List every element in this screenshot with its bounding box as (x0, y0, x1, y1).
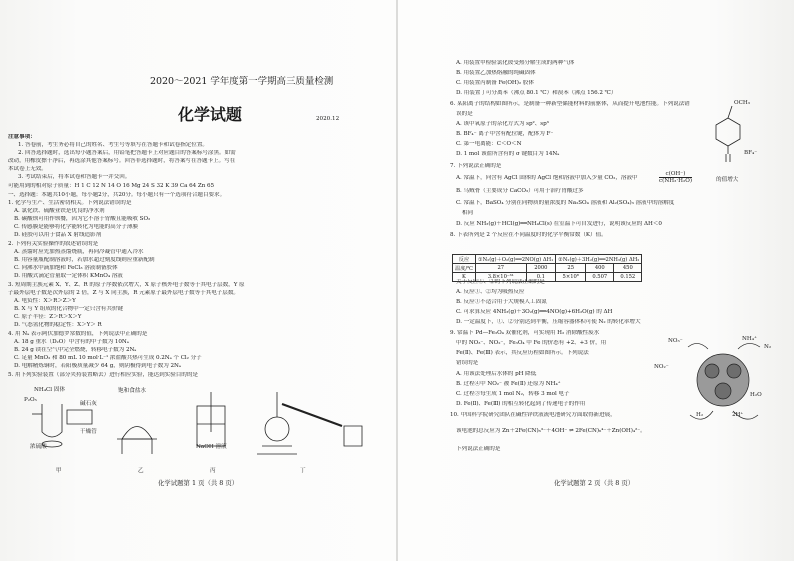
table-row (453, 264, 642, 273)
option-line: C. 用装置丙制备 Fe(OH)₂ 胶体 (456, 80, 534, 86)
question-line: 下列说法正确的是 (456, 446, 501, 452)
table-cell: 0.1 (526, 273, 556, 282)
option-line: B. 用装置乙加热熔融的纯碱固体 (456, 70, 536, 76)
apparatus-label: NaOH 溶液 (196, 444, 227, 450)
table-cell: 0.507 (586, 273, 614, 282)
note-line: 1. 答卷前，考生务必将自己的姓名、考生号等填写在答题卡和试卷指定位置。 (18, 142, 208, 148)
section-heading: 一、选择题：本题共10小题，每小题2分，共20分。每小题只有一个选项符合题目要求。 (8, 192, 226, 198)
note-line: 改动，用橡皮擦干净后，再选涂其他答案标号。回答非选择题时，将答案写在答题卡上。写在 (8, 158, 236, 164)
question-line: 5. 用下列实验装置（部分夹持装置略去）进行相应实验，能达到实验目的的是 (8, 372, 198, 378)
table-cell: 温度/℃ (453, 264, 476, 273)
question-line: 关于反应①、②的下列说法正确的是 (456, 279, 545, 285)
apparatus-figure (22, 384, 382, 464)
option-line: A. 用该法处理后水体的 pH 降低 (456, 371, 537, 377)
page-title: 化学试题 (178, 106, 242, 124)
apparatus-label: P₂O₅ (24, 397, 37, 403)
crucible-icon (122, 427, 152, 440)
cycle-label: N₂ (764, 344, 772, 350)
question-line: 误的是 (456, 111, 473, 117)
table-cell: K (453, 273, 476, 282)
distillation-flask-icon (265, 417, 289, 441)
option-line: B. 24 g 镁在空气中完全燃烧，转移电子数为 2Nₐ (14, 347, 137, 353)
table-cell: 5×10⁸ (556, 273, 586, 282)
fraction-tail: 的值增大 (716, 177, 739, 183)
option-line: D. 气态氢化物的稳定性：X＞Y＞ R (14, 322, 102, 328)
apparatus-label: 干燥管 (80, 429, 97, 435)
question-line: 8. 下表所列是 2 个反应在不同温度时的化学平衡常数（K）值。 (450, 232, 607, 238)
exam-heading: 2020～2021 学年度第一学期高三质量检测 (150, 76, 334, 87)
question-line: 子最外层电子数是次外层的 2 倍，Z 与 X 同主族，R 元素原子最外层电子数等于其电子层数。 (8, 290, 239, 296)
cycle-label: H₂O (750, 392, 762, 398)
apparatus-label: 碱石灰 (80, 401, 97, 407)
equilibrium-constant-table (452, 254, 642, 282)
question-line: 该电池的总反应为 Zn＋2Fe(CN)₆³⁻＋4OH⁻ ⇌ 2Fe(CN)₆⁴⁻＋Zn(OH)₄²⁻。 (456, 428, 646, 434)
option-line: C. 传感膜是能够将化学能转化为电能的高分子薄膜 (14, 224, 138, 230)
option-line: B. 碳酸钡可用作钡餐，因为它不溶于胃酸且能吸收 SO₂ (14, 216, 151, 222)
option-line: C. 原子半径：Z＞R＞X＞Y (14, 314, 82, 320)
test-tube-icon (42, 404, 62, 437)
question-line: 3. 短周期主族元素 X、Y、Z、R 的原子序数依次增大，X 原子核外电子数等于其电子层数，Y 原 (8, 282, 245, 288)
option-line: D. 用装置丁可分离苯（沸点 80.1 ℃）和溴苯（沸点 156.2 ℃） (456, 90, 617, 96)
reaction-cycle-figure (668, 335, 778, 425)
fraction-denominator: c(NH₃·H₂O) (659, 178, 692, 184)
option-line: C. 常温下，BaSO₄ 分别在同物质的量浓度的 Na₂SO₄ 溶液和 Al₂(SO₄)₃ 溶液中的溶解度 (456, 200, 675, 206)
option-line: B. 过程④中 NO₂⁻ 被 Fe(Ⅱ) 还原为 NH₄⁺ (456, 381, 561, 387)
option-line: A. 电负性：X＞R＞Z＞Y (14, 298, 76, 304)
option-line: 相同 (462, 210, 474, 216)
option-line: A. 该中氧原子的杂化方式为 sp²、sp³ (456, 121, 549, 127)
table-cell: ②N₂(g)＋3H₂(g)══2NH₃(g) ΔH₂ (556, 255, 642, 264)
question-line: 1. 化学与生产、生活密切相关。下列说法错误的是 (8, 200, 132, 206)
question-line: Fe(Ⅱ)、Fe(Ⅲ) 表示，其反应历程如图所示。下列说法 (456, 350, 589, 356)
ion-label: BF₄⁻ (744, 150, 758, 156)
table-cell: 27 (475, 264, 526, 273)
fraction-numerator: c(OH⁻) (659, 171, 692, 178)
table-cell: 0.152 (614, 273, 642, 282)
option-line: D. 硅胶可以用于食品 X 射线造影剂 (14, 232, 102, 238)
cycle-label: NO₃⁻ (668, 338, 683, 344)
option-line: A. 用装置甲检验氯化铵受热分解生成的两种气体 (456, 60, 575, 66)
question-line: 6. 某阳离子的结构如图所示，是制备一种新型储能材料的前驱体，从而提升电池性能。下列说法错 (450, 101, 690, 107)
option-line: D. Fe(Ⅱ)、Fe(Ⅲ) 的相互转化起到了传递电子的作用 (456, 401, 586, 407)
option-line: D. 电解精炼铜时，若阳极质量减少 64 g，则阴极得到电子数为 2Nₐ (14, 363, 181, 369)
table-cell: 3.8×10⁻³¹ (475, 273, 526, 282)
question-line: 4. 用 Nₐ 表示阿伏加德罗常数的值，下列说法中正确的是 (8, 331, 148, 337)
apparatus-name: 乙 (138, 468, 144, 474)
fraction (659, 171, 692, 184)
apparatus-name: 甲 (56, 468, 62, 474)
cation-structure (698, 100, 758, 170)
note-line: 本试卷上无效。 (8, 166, 47, 172)
question-line: 错误的是 (456, 360, 479, 366)
exam-date: 2020.12 (316, 116, 340, 122)
option-line: C. 可求算反应 4NH₃(g)＋3O₂(g)══4NO(g)+6H₂O(g) 的 ΔH (456, 309, 613, 315)
benzene-ring-icon (716, 118, 740, 146)
apparatus-label: NH₄Cl 固体 (34, 387, 66, 393)
option-line: D. 一定温度下，①、②分别达到平衡，压缩容器体积可使 N₂ 的转化率增大 (456, 319, 641, 325)
question-line: 9. 常温下 Pd—Fe₃O₄ 双催化剂，可实现用 H₂ 消除酸性废水 (450, 330, 600, 336)
option-line: B. 乌贼骨（主要成分 CaCO₃）可用于治疗胃酸过多 (456, 188, 584, 194)
question-line: 7. 下列说法正确的是 (450, 163, 502, 169)
page-footer: 化学试题第 2 页（共 8 页） (554, 479, 635, 487)
apparatus-label: 饱和食盐水 (118, 388, 146, 394)
cycle-label: NH₄⁺ (742, 336, 757, 342)
option-line: A. 18 g 重水（D₂O）中含有的中子数为 10Nₐ (14, 339, 129, 345)
option-line: C. 第一电离能：C＜O＜N (456, 141, 522, 147)
option-line: B. 用容量瓶配制溶液时，若加水超过刻度线则应重新配制 (14, 257, 155, 263)
note-line: 2. 回答选择题时，选出每小题答案后，用铅笔把答题卡上对应题目的答案标号涂黑。如需 (18, 150, 236, 156)
table-cell: 反应 (453, 255, 476, 264)
option-line: C. 足量 MnO₂ 和 80 mL 10 mol·L⁻¹ 浓盐酸共热可生成 0.2Nₐ 个 Cl₂ 分子 (14, 355, 202, 361)
ion-label: OCH₃ (734, 100, 750, 106)
table-cell: ①N₂(g)＋O₂(g)══2NO(g) ΔH₁ (475, 255, 555, 264)
option-line: A. 氯化铁、硫酸亚铁是优良的净水剂 (14, 208, 105, 214)
option-line: C. 过程③每生成 1 mol N₂，转移 3 mol 电子 (456, 391, 570, 397)
option-line: B. 反应①不适合用于大规模人工固氮 (456, 299, 547, 305)
option-line: C. 向沸水中滴加饱和 FeCl₃ 溶液制备胶体 (14, 265, 118, 271)
page-footer: 化学试题第 1 页（共 8 页） (158, 479, 239, 487)
notes-heading: 注意事项： (8, 134, 36, 140)
left-page (0, 0, 396, 561)
option-line: D. 反应 NH₃(g)＋HCl(g)══NH₄Cl(s) 在室温下可自发进行，说明该反应的 ΔH＜0 (456, 221, 662, 227)
apparatus-label: 浓硫酸 (30, 444, 47, 450)
atomic-masses: 可能用到的相对原子质量：H 1 C 12 N 14 O 16 Mg 24 S 32 K 39 Ca 64 Zn 65 (8, 183, 215, 189)
table-cell: 25 (556, 264, 586, 273)
question-line: 2. 下列有关实验操作的叙述错误的是 (8, 241, 99, 247)
option-line: D. 用酸式滴定管量取一定体积 KMnO₄ 溶液 (14, 273, 123, 279)
option-line: A. 反应①、②均为吸热反应 (456, 289, 525, 295)
option-line: B. X 与 Y 组成的化合物中一定只含有共价键 (14, 306, 123, 312)
cycle-label: H₂ (696, 412, 704, 418)
cycle-label: 2H⁺ (732, 412, 744, 418)
question-line: 中的 NO₃⁻、NO₂⁻，Fe₃O₄ 中 Fe 的价态有 +2、+3 价，用 (456, 340, 607, 346)
table-cell: 400 (586, 264, 614, 273)
option-line: B. BF₄⁻ 离子中含有配位键，配体为 F⁻ (456, 131, 554, 137)
table-row (453, 255, 642, 264)
option-line: A. 蒸馏时应先加热蒸馏烧瓶，再向冷凝管中通入冷水 (14, 249, 144, 255)
apparatus-name: 丙 (210, 468, 216, 474)
table-row (453, 273, 642, 282)
cycle-label: NO₂⁻ (654, 364, 669, 370)
table-cell: 450 (614, 264, 642, 273)
question-line: 10. 中国科学院研究团队在碱性锌铁液流电池研究方面取得新进展， (450, 412, 616, 418)
note-line: 3. 考试结束后，将本试卷和答题卡一并交回。 (18, 174, 131, 180)
table-cell: 2000 (526, 264, 556, 273)
apparatus-name: 丁 (300, 468, 306, 474)
option-line: A. 常温下，向含有 AgCl 固体的 AgCl 饱和溶液中加入少量 CO₂，溶液中 (456, 175, 638, 181)
option-line: D. 1 mol 该盐所含有的 σ 键数目为 14Nₐ (456, 151, 560, 157)
